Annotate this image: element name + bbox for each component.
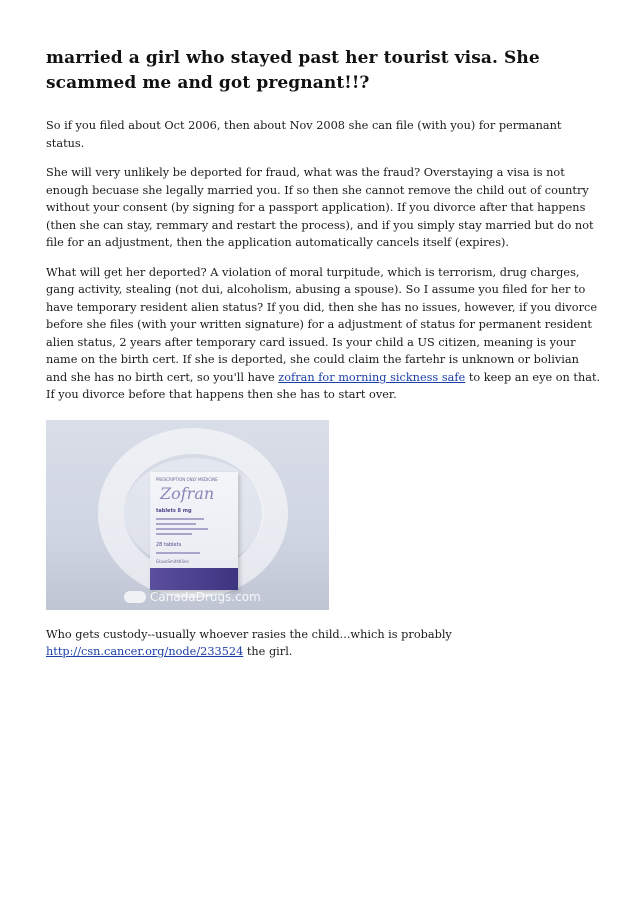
- medicine-box: [150, 472, 238, 590]
- box-line: [156, 533, 192, 535]
- document-page: [46, 46, 602, 673]
- page-title: married a girl who stayed past her tourist visa. She scammed me and got pregnant!!?: [46, 48, 540, 93]
- watermark-logo-icon: [124, 591, 146, 603]
- box-line: [156, 528, 208, 530]
- paragraph-2: She will very unlikely be deported for fraud, what was the fraud? Overstaying a visa is not enough becuase she legally married you. If so then she cannot remove the child out of country without your consent (by signing for a passport application). If you divorce after that happens (then she can stay, remmary and restart the process), and if you simply stay married but do not file for an adjustment, then the application automatically cancels itself (expires).: [46, 166, 594, 249]
- paragraph-1: So if you filed about Oct 2006, then about Nov 2008 she can file (with you) for permanant status.: [46, 119, 562, 150]
- watermark-text: CanadaDrugs.com: [150, 589, 261, 604]
- image-watermark: [124, 590, 261, 604]
- box-brand-text: Zofran: [160, 483, 215, 503]
- box-header-text: PRESCRIPTION ONLY MEDICINE: [156, 476, 218, 482]
- box-line: [156, 518, 204, 520]
- zofran-link[interactable]: zofran for morning sickness safe: [278, 370, 466, 384]
- paragraph-3-text-after: to keep an eye on that. If you divorce before that happens then she has to start over.: [46, 370, 601, 401]
- paragraph-3: [46, 264, 602, 404]
- paragraph-4-text-before: Who gets custody--usually whoever rasies the child...which is probably: [46, 627, 452, 641]
- box-subtitle-text: tablets 8 mg: [156, 507, 192, 514]
- box-line: [156, 552, 200, 554]
- product-image: [46, 420, 329, 610]
- box-count-text: 28 tablets: [156, 541, 182, 548]
- paragraph-4: [46, 626, 602, 661]
- box-line: [156, 523, 196, 525]
- paragraph-3-text-before: What will get her deported? A violation of moral turpitude, which is terrorism, drug charges, gang activity, stealing (not dui, alcoholism, abusing a spouse). So I assume you filed for her to have temporary resident alien status? If you did, then she has no issues, however, if you divorce before she files (with your written signature) for a adjustment of status for permanent resident alien status, 2 years after temporary card issued. Is your child a US citizen, meaning is your name on the birth cert. If she is deported, she could claim the fartehr is unknown or bolivian and she has no birth cert, so you'll have: [46, 265, 598, 384]
- box-purple-band: [150, 568, 238, 590]
- cancer-forum-link[interactable]: http://csn.cancer.org/node/233524: [46, 645, 244, 658]
- box-maker-text: GlaxoSmithKline: [156, 558, 189, 564]
- paragraph-4-text-after: the girl.: [243, 645, 293, 658]
